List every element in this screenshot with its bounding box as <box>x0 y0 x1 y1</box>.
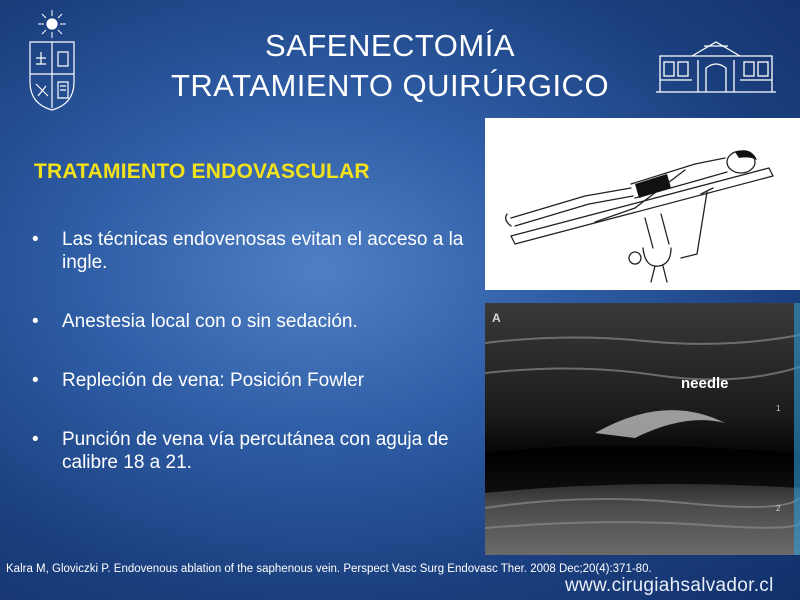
bullet-item: • Anestesia local con o sin sedación. <box>30 310 480 333</box>
needle-annotation: needle <box>681 375 729 392</box>
bullet-list <box>30 228 480 474</box>
university-crest-icon <box>24 8 80 112</box>
scale-mark: 1 <box>776 404 781 413</box>
bullet-item: • Punción de vena vía percutánea con aguja de calibre 18 a 21. <box>30 428 480 474</box>
bullet-item: • Las técnicas endovenosas evitan el acceso a la ingle. <box>30 228 480 274</box>
patient-position-illustration <box>485 118 800 290</box>
ultrasound-image <box>485 303 800 555</box>
website-url: www.cirugiahsalvador.cl <box>565 575 774 596</box>
title-line-1: SAFENECTOMÍA <box>264 28 516 63</box>
scale-mark: 2 <box>776 504 781 513</box>
reference-citation: Kalra M, Gloviczki P. Endovenous ablation of the saphenous vein. Perspect Vasc Surg Endovasc Ther. 2008 Dec;20(4):371-80. <box>6 563 652 575</box>
hospital-building-icon <box>652 38 780 94</box>
ultrasound-panel-label: A <box>492 311 501 325</box>
bullet-item: • Repleción de vena: Posición Fowler <box>30 369 480 392</box>
slide-title <box>130 26 650 106</box>
section-heading: TRATAMIENTO ENDOVASCULAR <box>34 160 370 183</box>
title-line-2: TRATAMIENTO QUIRÚRGICO <box>170 68 610 103</box>
